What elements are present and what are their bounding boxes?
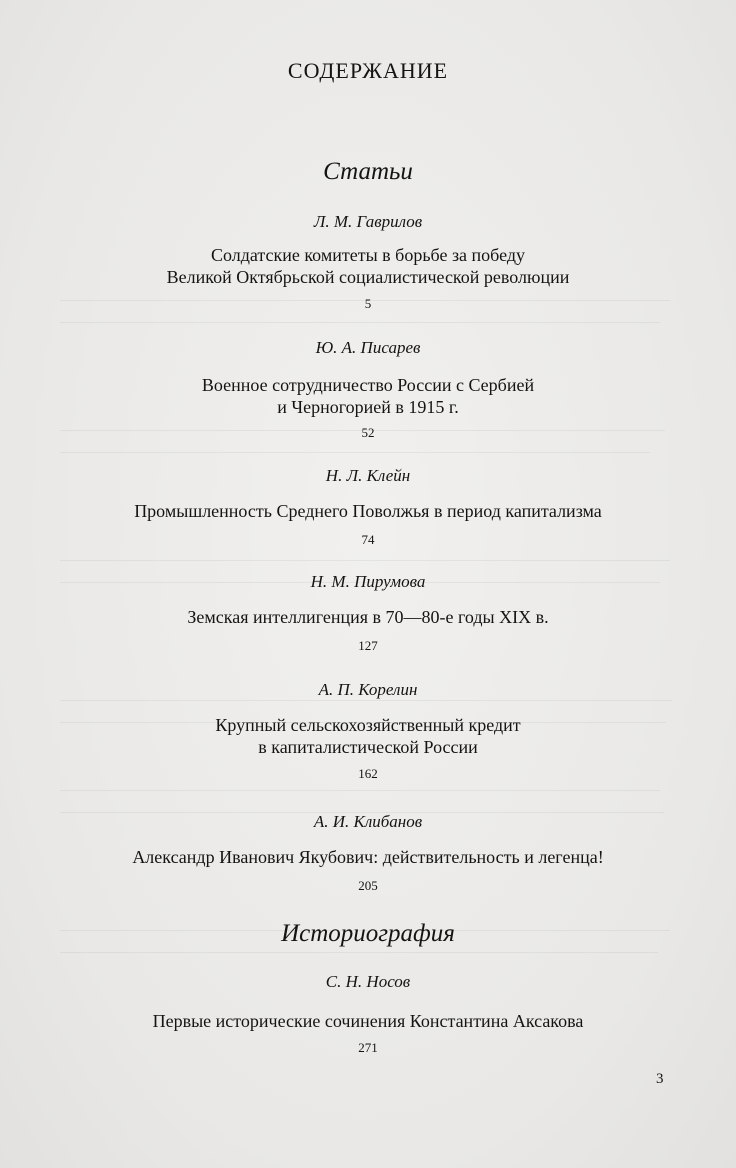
- entry-author: С. Н. Носов: [325, 972, 411, 991]
- entry-title-line: Солдатские комитеты в борьбе за победу: [210, 245, 526, 265]
- entry-title-line: Крупный сельскохозяйственный кредит: [215, 715, 521, 735]
- entry-title-line: Промышленность Среднего Поволжья в период капитализма: [134, 501, 602, 521]
- entry-title-line: Великой Октябрьской социалистической революции: [166, 267, 570, 287]
- contents-heading: СОДЕРЖАНИЕ: [287, 58, 449, 83]
- entry-author: А. П. Корелин: [318, 680, 418, 699]
- entry-page-number: 162: [358, 766, 378, 781]
- entry-title-line: Военное сотрудничество России с Сербией: [201, 375, 535, 395]
- entry-page-number: 271: [358, 1040, 378, 1055]
- entry-title-line: и Черногорией в 1915 г.: [277, 397, 459, 417]
- entry-author: Н. Л. Клейн: [325, 466, 411, 485]
- section-title-historiography: Историография: [281, 920, 455, 947]
- entry-author: Ю. А. Писарев: [315, 338, 421, 357]
- entry-page-number: 74: [361, 532, 375, 547]
- entry-title-line: Земская интеллигенция в 70—80-е годы XIX в.: [187, 607, 549, 627]
- entry-title-line: Александр Иванович Якубович: действительность и легенца!: [132, 847, 604, 867]
- entry-title-line: в капиталистической России: [258, 737, 478, 757]
- entry-author: Н. М. Пирумова: [310, 572, 426, 591]
- entry-author: Л. М. Гаврилов: [313, 212, 423, 231]
- entry-page-number: 5: [364, 296, 372, 311]
- folio-page-number: 3: [656, 1071, 664, 1087]
- entry-page-number: 205: [358, 878, 378, 893]
- entry-page-number: 127: [358, 638, 378, 653]
- entry-page-number: 52: [361, 425, 375, 440]
- entry-author: А. И. Клибанов: [313, 812, 423, 831]
- entry-title-line: Первые исторические сочинения Константина Аксакова: [152, 1011, 584, 1031]
- section-title-articles: Статьи: [323, 158, 413, 185]
